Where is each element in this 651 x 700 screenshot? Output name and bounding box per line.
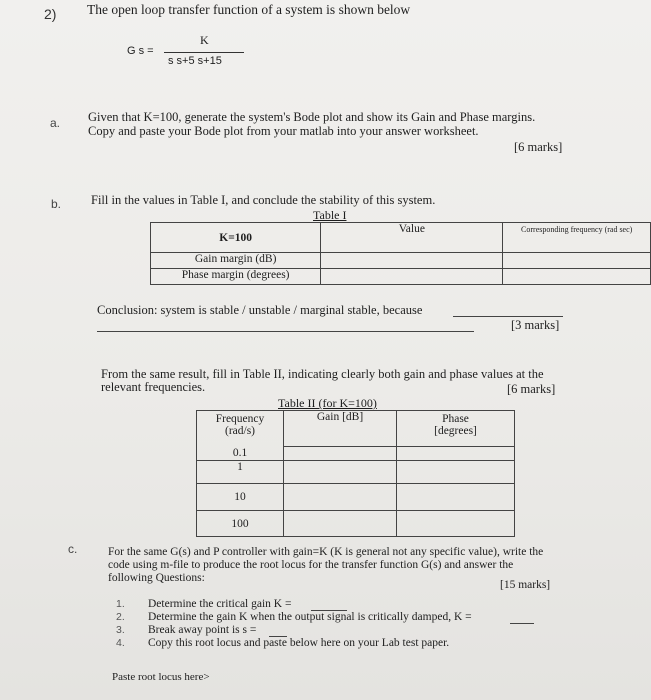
- part-c-marks: [15 marks]: [500, 579, 551, 591]
- table-row: [151, 269, 651, 285]
- table2-gain-cell[interactable]: [284, 461, 397, 484]
- part-c-line1: For the same G(s) and P controller with gain=K (K is general not any specific value), write the: [108, 546, 544, 558]
- table1-row-label: Phase margin (degrees): [151, 269, 321, 285]
- table2-marks: [6 marks]: [507, 382, 556, 396]
- table2-header-gain: Gain [dB]: [284, 411, 397, 447]
- tf-numerator: K: [200, 33, 209, 47]
- list-item-number: 2.: [116, 611, 125, 623]
- part-a-line1: Given that K=100, generate the system's Bode plot and show its Gain and Phase margins.: [88, 110, 536, 124]
- conclusion-blank-line2[interactable]: [97, 331, 474, 332]
- table-row: [151, 253, 651, 269]
- table2-gain-cell[interactable]: [284, 447, 397, 461]
- table2-frequency-cell: 0.1: [197, 447, 284, 461]
- table2-phase-cell[interactable]: [397, 484, 515, 511]
- table2-frequency-cell: 10: [197, 484, 284, 511]
- table-row: [197, 447, 515, 461]
- table1-cell[interactable]: [321, 269, 503, 285]
- table2-gain-cell[interactable]: [284, 484, 397, 511]
- part-c-line2: code using m-file to produce the root locus for the transfer function G(s) and answer the: [108, 559, 514, 571]
- tf-denominator: s s+5 s+15: [168, 55, 222, 67]
- part-a-label: a.: [50, 116, 61, 130]
- table2-phase-cell[interactable]: [397, 461, 515, 484]
- table2-phase-cell[interactable]: [397, 447, 515, 461]
- critical-damped-gain-blank[interactable]: [510, 623, 534, 624]
- part-b-label: b.: [51, 197, 62, 211]
- table2-intro-line2: relevant frequencies.: [101, 380, 206, 394]
- part-c-label: c.: [68, 542, 78, 556]
- question-number: 2): [44, 6, 57, 22]
- part-b-intro: Fill in the values in Table I, and conclude the stability of this system.: [91, 193, 436, 207]
- list-item-number: 3.: [116, 624, 125, 636]
- table2-header-frequency: [197, 411, 284, 447]
- table1-row-label: Gain margin (dB): [151, 253, 321, 269]
- conclusion-blank[interactable]: [453, 316, 563, 317]
- table2-caption: Table II (for K=100): [278, 396, 377, 410]
- paste-here-label: Paste root locus here>: [112, 671, 210, 683]
- part-b-marks: [3 marks]: [511, 318, 560, 332]
- list-item: Determine the gain K when the output signal is critically damped, K =: [148, 611, 472, 623]
- question-heading: The open loop transfer function of a system is shown below: [87, 2, 411, 17]
- table1-header-frequency-text: Corresponding frequency (rad sec): [521, 225, 633, 234]
- table2: [196, 410, 515, 537]
- table2-header-row: [197, 411, 515, 447]
- table1-header-k: K=100: [151, 223, 321, 253]
- table1-caption: Table I: [313, 208, 347, 222]
- part-a-marks: [6 marks]: [514, 140, 563, 154]
- conclusion-text: Conclusion: system is stable / unstable / marginal stable, because: [97, 303, 423, 317]
- part-a-line2: Copy and paste your Bode plot from your matlab into your answer worksheet.: [88, 124, 479, 138]
- table2-gain-cell[interactable]: [284, 511, 397, 537]
- table-row: [197, 484, 515, 511]
- table2-frequency-cell: 100: [197, 511, 284, 537]
- table1-header-row: [151, 223, 651, 253]
- table-row: [197, 461, 515, 484]
- table1: [150, 222, 651, 285]
- table2-header-frequency-text: Frequency (rad/s): [215, 413, 265, 437]
- part-c-line3: following Questions:: [108, 572, 205, 584]
- table2-frequency-cell: 1: [197, 461, 284, 484]
- table2-header-phase-text: Phase [degrees]: [434, 413, 477, 437]
- table1-cell[interactable]: [503, 269, 651, 285]
- table1-cell[interactable]: [503, 253, 651, 269]
- table2-intro-line1: From the same result, fill in Table II, indicating clearly both gain and phase values at the: [101, 367, 544, 381]
- list-item-number: 1.: [116, 598, 125, 610]
- table2-phase-cell[interactable]: [397, 511, 515, 537]
- table1-header-value: Value: [321, 223, 503, 253]
- list-item-number: 4.: [116, 637, 125, 649]
- table1-header-frequency: [503, 223, 651, 253]
- tf-fraction-bar: [164, 52, 244, 53]
- list-item: Copy this root locus and paste below here on your Lab test paper.: [148, 637, 450, 649]
- tf-lhs: G s =: [127, 45, 154, 57]
- list-item: Break away point is s =: [148, 624, 257, 636]
- table2-header-phase: [397, 411, 515, 447]
- table1-cell[interactable]: [321, 253, 503, 269]
- list-item: Determine the critical gain K =: [148, 598, 292, 610]
- table-row: [197, 511, 515, 537]
